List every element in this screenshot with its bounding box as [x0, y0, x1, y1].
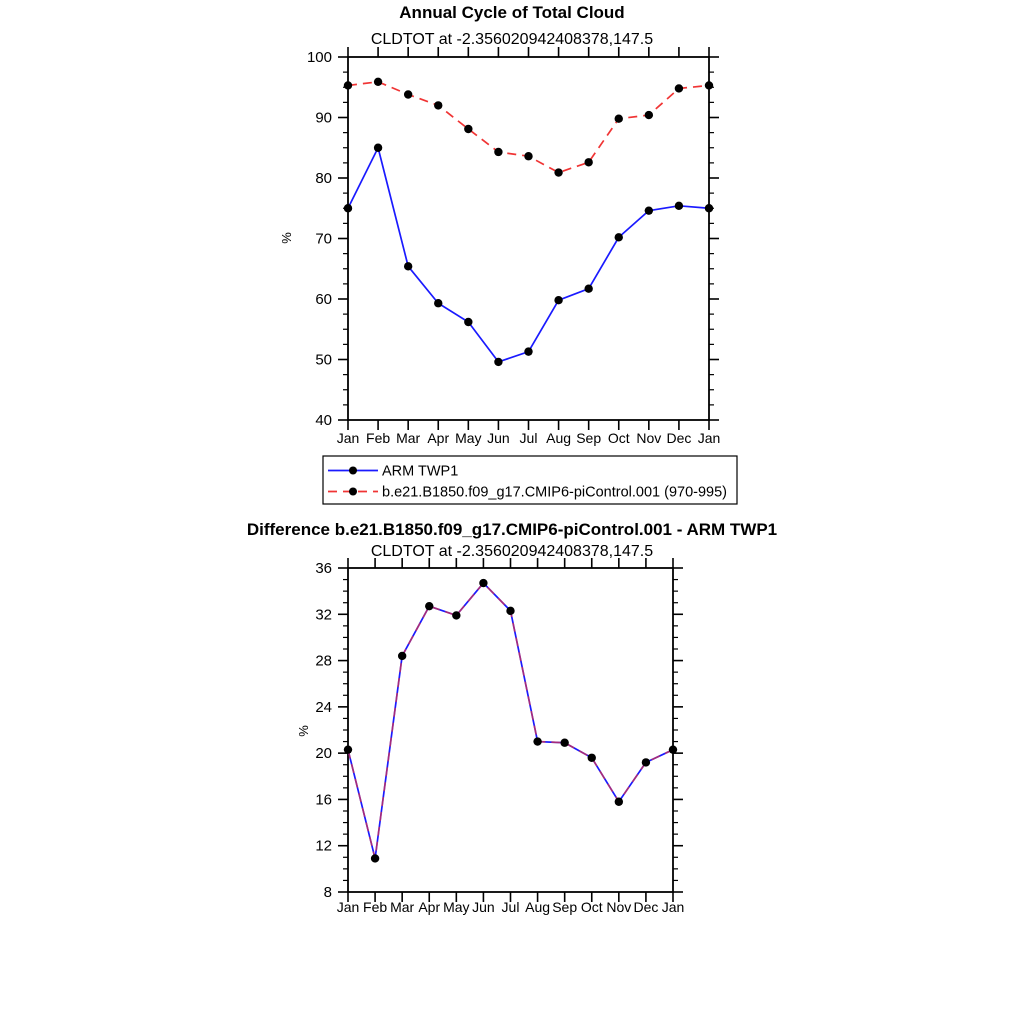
x-tick-label: Mar: [396, 430, 421, 446]
data-point: [479, 579, 487, 587]
x-tick-label: Oct: [580, 899, 603, 915]
data-point: [494, 148, 502, 156]
x-tick-label: Apr: [427, 430, 450, 446]
series-0-line: [348, 583, 673, 858]
chart2-subtitle: CLDTOT at -2.356020942408378,147.5: [370, 543, 654, 560]
y-axis-label: %: [296, 725, 311, 737]
data-point: [533, 737, 541, 745]
data-point: [494, 358, 502, 366]
x-tick-label: Sep: [576, 430, 602, 446]
y-tick-label: 70: [315, 230, 332, 248]
series-0-points: [344, 144, 713, 367]
plot-frame: [348, 57, 709, 420]
x-tick-label: Feb: [363, 899, 388, 915]
y-tick-label: 90: [315, 109, 332, 127]
y-axis: [307, 49, 719, 429]
data-point: [615, 798, 623, 806]
y-tick-label: 100: [306, 49, 332, 66]
y-tick-label: 32: [315, 606, 332, 624]
legend-entry-label: ARM TWP1: [382, 463, 459, 480]
y-tick-label: 60: [315, 291, 332, 308]
y-tick-label: 24: [315, 698, 332, 716]
data-point: [675, 202, 683, 210]
x-tick-label: Aug: [546, 430, 572, 446]
data-point: [398, 652, 406, 660]
series-0-line: [348, 148, 709, 362]
y-tick-label: 16: [315, 791, 332, 809]
data-point: [371, 854, 379, 862]
x-tick-label: Jan: [661, 899, 685, 915]
series-0-dash-overlay: [348, 583, 673, 858]
x-tick-label: Feb: [366, 430, 391, 446]
data-point: [344, 81, 352, 89]
y-axis-label: %: [279, 232, 294, 244]
x-tick-label: Jan: [697, 430, 721, 446]
x-tick-label: Mar: [390, 899, 415, 915]
series-1-points: [344, 78, 713, 177]
chart1-subtitle: CLDTOT at -2.356020942408378,147.5: [370, 31, 654, 48]
y-tick-label: 80: [315, 170, 332, 187]
data-point: [645, 206, 653, 214]
data-point: [425, 602, 433, 610]
legend-marker-sample: [349, 488, 357, 496]
y-tick-label: 8: [323, 884, 332, 901]
data-point: [584, 158, 592, 166]
y-tick-label: 36: [315, 560, 332, 577]
data-point: [642, 758, 650, 766]
x-tick-label: Nov: [636, 430, 662, 446]
x-tick-label: Dec: [633, 899, 659, 915]
data-point: [584, 285, 592, 293]
data-point: [705, 81, 713, 89]
data-point: [404, 90, 412, 98]
chart1-title: Annual Cycle of Total Cloud: [399, 3, 625, 22]
y-tick-label: 28: [315, 652, 332, 670]
x-tick-label: Jul: [501, 899, 520, 915]
x-tick-label: Oct: [607, 430, 630, 446]
data-point: [374, 78, 382, 86]
data-point: [615, 233, 623, 241]
x-tick-label: Dec: [666, 430, 692, 446]
data-point: [404, 262, 412, 270]
data-point: [452, 611, 460, 619]
legend: [323, 456, 737, 504]
x-tick-label: Jan: [336, 899, 360, 915]
x-tick-label: Jun: [487, 430, 510, 446]
data-point: [615, 115, 623, 123]
x-tick-label: May: [455, 430, 482, 446]
data-point: [524, 347, 532, 355]
x-tick-label: Aug: [525, 899, 551, 915]
y-axis: [315, 560, 683, 901]
data-point: [554, 168, 562, 176]
data-point: [464, 125, 472, 133]
data-point: [560, 739, 568, 747]
data-point: [554, 296, 562, 304]
data-point: [675, 84, 683, 92]
x-tick-label: Nov: [606, 899, 632, 915]
y-tick-label: 50: [315, 351, 332, 369]
data-point: [588, 754, 596, 762]
y-tick-label: 40: [315, 412, 332, 429]
data-point: [434, 299, 442, 307]
data-point: [669, 745, 677, 753]
x-tick-label: Jul: [519, 430, 538, 446]
data-point: [524, 152, 532, 160]
data-point: [374, 144, 382, 152]
x-tick-label: May: [443, 899, 470, 915]
data-point: [705, 204, 713, 212]
data-point: [344, 204, 352, 212]
data-point: [464, 318, 472, 326]
chart2-title: Difference b.e21.B1850.f09_g17.CMIP6-piControl.001 - ARM TWP1: [246, 520, 778, 539]
x-tick-label: Sep: [552, 899, 578, 915]
data-point: [344, 745, 352, 753]
x-tick-label: Jan: [336, 430, 360, 446]
data-point: [434, 101, 442, 109]
chart2-difference-plot: [0, 515, 1024, 945]
x-axis: [337, 47, 721, 446]
plot-frame: [348, 568, 673, 892]
y-tick-label: 12: [315, 837, 332, 855]
x-tick-label: Jun: [472, 899, 495, 915]
legend-marker-sample: [349, 467, 357, 475]
y-tick-label: 20: [315, 745, 332, 763]
legend-entry-label: b.e21.B1850.f09_g17.CMIP6-piControl.001 (970-995): [382, 484, 728, 501]
x-tick-label: Apr: [418, 899, 441, 915]
data-point: [645, 111, 653, 119]
data-point: [506, 607, 514, 615]
